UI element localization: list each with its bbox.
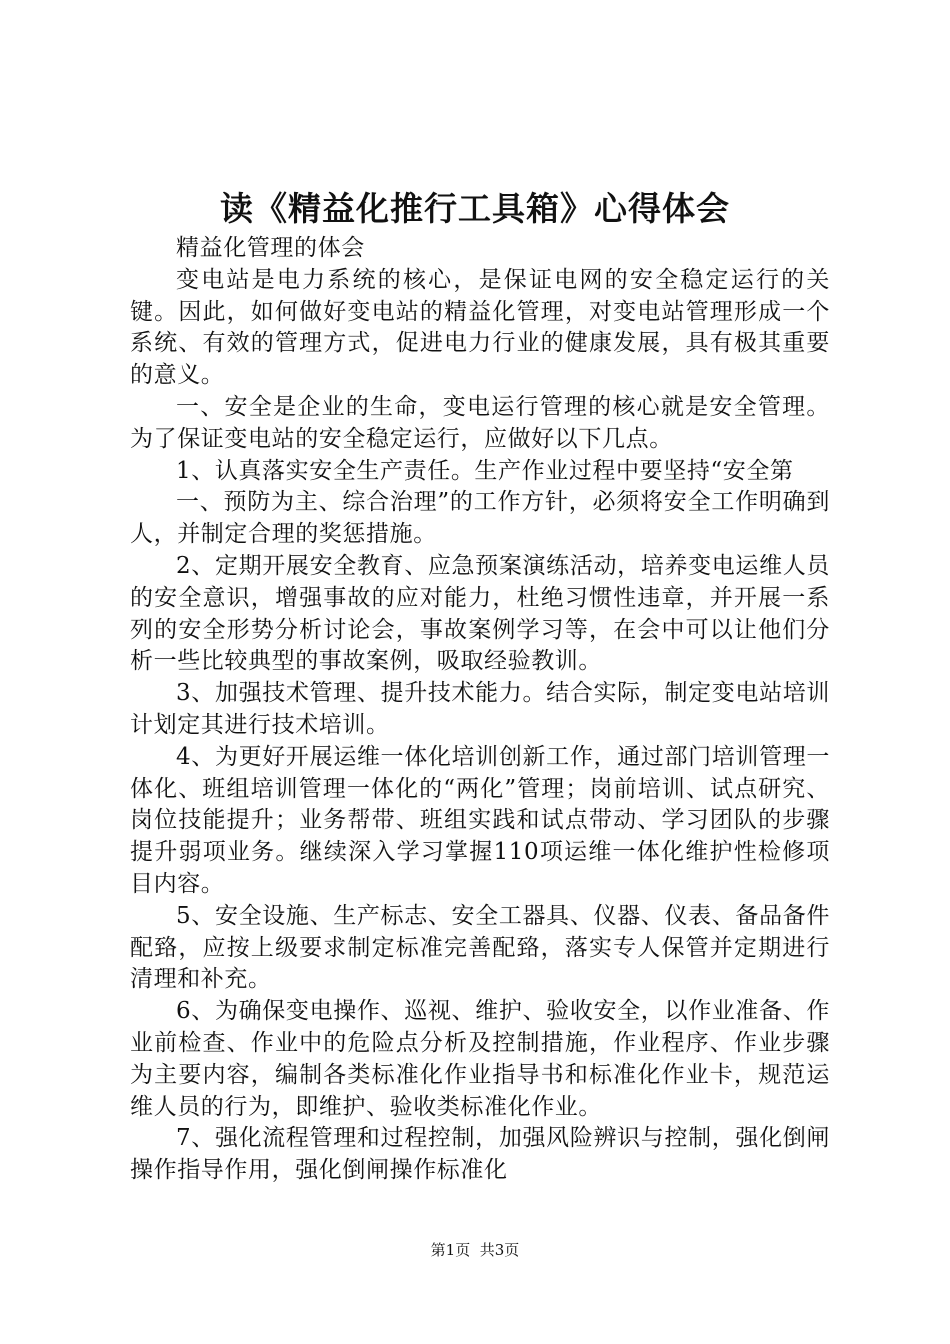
paragraph-intro: 变电站是电力系统的核心，是保证电网的安全稳定运行的关键。因此，如何做好变电站的精益化管理，对变电站管理形成一个系统、有效的管理方式，促进电力行业的健康发展，具有极其重要的意义。 (130, 266, 830, 389)
paragraph-item-1: 1、认真落实安全生产责任。生产作业过程中要坚持“安全第 (176, 457, 794, 484)
paragraph-section-1: 一、安全是企业的生命，变电运行管理的核心就是安全管理。为了保证变电站的安全稳定运行，应做好以下几点。 (130, 393, 830, 452)
paragraph-item-4: 4、为更好开展运维一体化培训创新工作，通过部门培训管理一体化、班组培训管理一体化的“两化”管理；岗前培训、试点研究、岗位技能提升；业务帮带、班组实践和试点带动、学习团队的步骤提升弱项业务。继续深入学习掌握110项运维一体化维护性检修项目内容。 (130, 743, 830, 897)
paragraph-subtitle: 精益化管理的体会 (176, 235, 365, 261)
page-number: 第1页 (430, 1241, 471, 1259)
document-body (130, 233, 830, 1187)
paragraph-item-3: 3、加强技术管理、提升技术能力。结合实际，制定变电站培训计划定其进行技术培训。 (130, 680, 830, 738)
paragraph-item-2: 2、定期开展安全教育、应急预案演练活动，培养变电运维人员的安全意识，增强事故的应对能力，杜绝习惯性违章，并开展一系列的安全形势分析讨论会，事故案例学习等，在会中可以让他们分析一些比较典型的事故案例，吸取经验教训。 (130, 552, 830, 675)
paragraph-item-1-cont: 一、预防为主、综合治理”的工作方针，必须将安全工作明确到人，并制定合理的奖惩措施。 (130, 489, 830, 548)
document-title: 读《精益化推行工具箱》心得体会 (220, 189, 730, 228)
paragraph-item-6: 6、为确保变电操作、巡视、维护、验收安全，以作业准备、作业前检查、作业中的危险点分析及控制措施，作业程序、作业步骤为主要内容，编制各类标准化作业指导书和标准化作业卡，规范运维人员的行为，即维护、验收类标准化作业。 (130, 998, 830, 1120)
page-footer (0, 1240, 950, 1260)
paragraph-item-7: 7、强化流程管理和过程控制，加强风险辨识与控制，强化倒闸操作指导作用，强化倒闸操作标准化 (130, 1125, 830, 1184)
page-total: 共3页 (479, 1241, 520, 1259)
paragraph-item-5: 5、安全设施、生产标志、安全工器具、仪器、仪表、备品备件配臵，应按上级要求制定标准完善配臵，落实专人保管并定期进行清理和补充。 (130, 902, 830, 993)
